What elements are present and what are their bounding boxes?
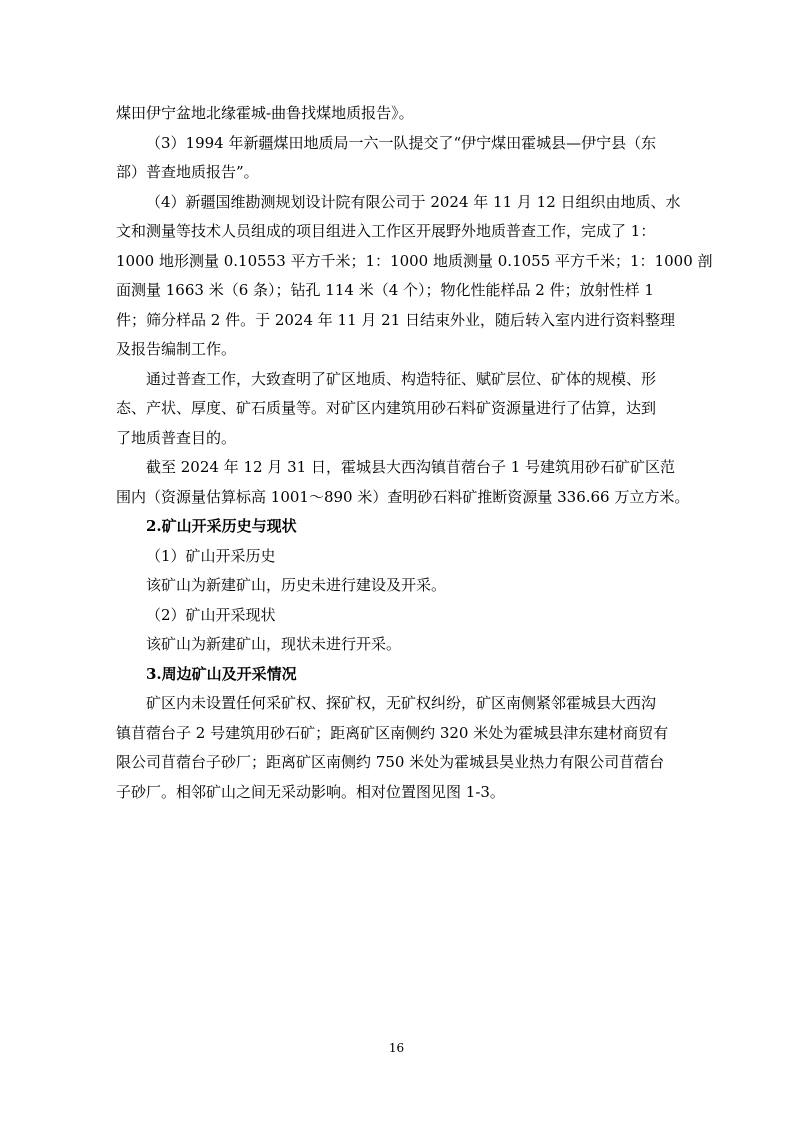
text-line: 该矿山为新建矿山，现状未进行开采。 [146, 635, 402, 653]
subsection-heading: （1）矿山开采历史 [146, 546, 276, 565]
text-line: 1000 地形测量 0.10553 平方千米；1：1000 地质测量 0.1055 平方千米；1：1000 剖 [116, 251, 713, 270]
text-line: 及报告编制工作。 [116, 340, 237, 358]
text-line: 通过普查工作，大致查明了矿区地质、构造特征、赋矿层位、矿体的规模、形 [146, 369, 657, 388]
page-number: 16 [388, 1041, 405, 1055]
section-heading: 2.矿山开采历史与现状 [146, 517, 297, 535]
text-line: （3）1994 年新疆煤田地质局一六一队提交了“伊宁煤田霍城县—伊宁县（东 [146, 133, 657, 152]
text-line: 围内（资源量估算标高 1001～890 米）查明砂石料矿推断资源量 336.66 万立方米。 [116, 487, 690, 506]
body-text [116, 99, 713, 807]
text-line: 限公司苜蓿台子砂厂；距离矿区南侧约 750 米处为霍城县昊业热力有限公司苜蓿台 [116, 753, 665, 771]
text-line: 该矿山为新建矿山，历史未进行建设及开采。 [146, 576, 447, 594]
text-line: 矿区内未设置任何采矿权、探矿权，无矿权纠纷，矿区南侧紧邻霍城县大西沟 [146, 694, 657, 712]
text-line: 子砂厂。相邻矿山之间无采动影响。相对位置图见图 1-3。 [116, 782, 505, 801]
text-line: 截至 2024 年 12 月 31 日，霍城县大西沟镇苜蓿台子 1 号建筑用砂石矿矿区范 [146, 458, 676, 476]
text-line: 煤田伊宁盆地北缘霍城-曲鲁找煤地质报告》。 [116, 104, 414, 122]
text-line: 镇苜蓿台子 2 号建筑用砂石矿；距离矿区南侧约 320 米处为霍城县津东建材商贸有 [116, 723, 669, 742]
text-line: （4）新疆国维勘测规划设计院有限公司于 2024 年 11 月 12 日组织由地质、水 [146, 192, 681, 211]
text-line: 态、产状、厚度、矿石质量等。对矿区内建筑用砂石料矿资源量进行了估算，达到 [116, 399, 657, 417]
section-heading: 3.周边矿山及开采情况 [146, 664, 297, 683]
text-line: 了地质普查目的。 [116, 428, 237, 447]
subsection-heading: （2）矿山开采现状 [146, 605, 276, 624]
text-line: 部）普查地质报告”。 [116, 163, 259, 181]
text-line: 文和测量等技术人员组成的项目组进入工作区开展野外地质普查工作，完成了 1： [116, 222, 656, 240]
text-line: 面测量 1663 米（6 条）；钻孔 114 米（4 个）；物化性能样品 2 件；放射性样 1 [116, 281, 654, 299]
text-line: 件；筛分样品 2 件。于 2024 年 11 月 21 日结束外业，随后转入室内进行资料整理 [116, 310, 676, 329]
